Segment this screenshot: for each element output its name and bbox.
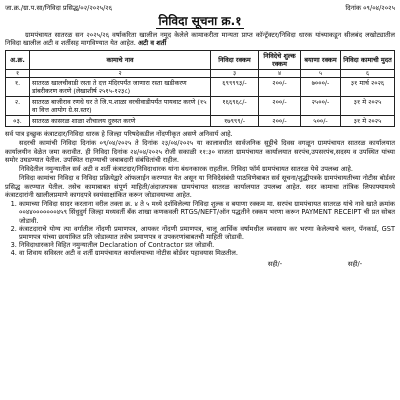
- notice-title: निविदा सूचना क्र.१: [5, 14, 395, 29]
- intro-paragraph: ग्रामपंचायत सातरळ सन २०२५/२६ वर्षाकरिता खालील नमूद केलेले कामाकरीता मान्यता प्राप्त कॉन्ट्रॅक्टर/निविदा धारक यांच्याकडून सीलबंद लखोट्यातील निविदा खालील अटी व शर्तीसह मागविण्यात येत आहेत. अटी व शर्ती: [5, 31, 395, 48]
- col-header-serial: अ.क्र.: [6, 50, 30, 69]
- table-row: १. सातरळ खालचीवाडी रस्ता ते दत्त मंदिरपर्यंत जाणारा रस्ता खडीकरण डांबरीकरण करणे (लेखाशीर्ष २५१५-१२३८) ६९९९९३/- २००/- ७०००/- ३१ मार्च २०२६: [6, 78, 395, 97]
- signature-block: [5, 260, 395, 268]
- submission-paragraph: सदरची कामांची निविदा दिनांक ०९/०४/२०२५ ते दिनांक २३/०४/२०२५ या कालावधीत सार्वजनिक सुट्टीचे दिवस वगळून ग्रामपंचायत सातरळ कार्यालयात कार्यालयीन वेळेत जमा करावीत. ही निविदा दिनांक २४/०४/२०२५ रोजी सकाळी ११:३० वाजता ग्रामपंचायत कार्यालयात सरपंच,उपसरपंच,सदस्य व उपस्थित यांच्या समोर उघडण्यात येतील. उपस्थित राहण्याची जबाबदारी संबंधितांची राहील.: [5, 139, 395, 164]
- signature: सही/-: [347, 259, 363, 268]
- col-header-fee: निविदेचे शुल्क रक्कम: [259, 50, 301, 69]
- works-table: [5, 50, 395, 128]
- table-header-row: [6, 50, 395, 69]
- terms-heading: अटी व शर्ती: [137, 39, 167, 48]
- reference-number: जा.क्र./ग्रा.प.सा/निविदा प्रसिद्ध/०२/२०२५/२६: [5, 4, 113, 12]
- table-row: ०३. सातरळ कासरळ शाळा शौचालय दुरुस्त करणे १७९९९/- २००/- ५००/- ३१ मे २०२५: [6, 116, 395, 127]
- col-header-work-name: कामाचे नाव: [30, 50, 211, 69]
- table-index-row: १ २ ३ ४ ५ ६: [6, 69, 395, 78]
- col-header-deposit: बयाणा रक्कम: [301, 50, 341, 69]
- eligibility-paragraph: सर्व पात्र इच्छुक कंत्राटदार/निविदा धारक हे जिल्हा परिषदेकडील नोंदणीकृत असणे अनिवार्य आहे.: [5, 130, 233, 139]
- list-item: 1. कामाच्या निविदा सादर करताना वरील तक्ता क्र. ४ ते ५ मध्ये दर्शविलेल्या निविदा शुल्क व बयाणा रक्कम मा. सरपंच ग्रामपंचायत सातरळ यांचे नावे खाते क्रमांक ००४४०००००००४५९ सिंधुदुर्ग जिल्हा मध्यवर्ती बँक शाखा कणकवली RTGS/NEFT/ऑन पद्धतीने रक्कम भरणा करून PAYMENT RECEIPT ची प्रत सोबत जोडावी.: [19, 200, 395, 225]
- col-header-period: निविदा कामाची मुदत: [341, 50, 395, 69]
- table-row: २. सातरळ बाजीराव रणधे घर ते जि.प.शाळा वरचीवाडीपर्यंत पायवाट करणे (१५ वा वित्त आयोग ग्रे.स.स्तर) १६६९६८/- २००/- २५००/- ३१ मे २०२५: [6, 97, 395, 116]
- terms-paragraph: निविदेतील नमुन्यातील सर्व अटी व शर्ती कंत्राटदार/निविदाधारक यांना बंधनकारक राहतील. निविदा फॉर्म ग्रामपंचायत सातरळ येथे उपलब्ध आहे.: [19, 165, 353, 174]
- requirements-list: [5, 200, 395, 258]
- list-item: 2. कंत्राटदाराचे योग्य त्या वर्गातील नोंदणी प्रमाणपत्र, आयकर नोंदणी प्रमाणपत्र, चालू आर्थिक वर्षामधील व्यवसाय कर भरणा केलेल्याचे चलन, पॅनकार्ड, GST प्रमाणपत्र यांच्या छायांकित प्रति जोडाव्यात तसेच प्रमाणपत्र व उपकरणांबाबतची माहिती जोडावी.: [19, 225, 395, 241]
- documents-paragraph: निविदा कामांचा निविदा व निविदा प्रक्रियेद्वारे ऑफलाईन करण्यात येत असून या निविदेसंबंधी पाठविणेबाबत सर्व सूचना/शुद्धीपत्रके ग्रामपंचायतीच्या नोटीस बोर्डवर प्रसिद्ध करण्यात येतील. तसेच कामाबाबत संपूर्ण माहिती/अंदाजपत्रक ग्रामपंचायत सातरळ कार्यालयात उपलब्ध आहेत. सदर कामाचा तांत्रिक लिफाफ्यामध्ये कंत्राटदारांनी खालीलप्रमाणे कागदपत्रे स्वयंसाक्षांकित करून जोडावयाच्या आहेत.: [5, 174, 395, 199]
- col-header-amount: निविदा रक्कम: [211, 50, 259, 69]
- list-item: 4. वा शिवाय सविस्तर अटी व शर्ती ग्रामपंचायत कार्यालयाच्या नोटीस बोर्डवर पहावयास मिळतील.: [19, 249, 395, 257]
- signature: सही/-: [267, 259, 283, 268]
- document-header: [5, 4, 395, 12]
- list-item: 3. निविदाधारकाने विहित नमुन्यातील Declaration of Contractor प्रत जोडावी.: [19, 241, 395, 249]
- notice-date: दिनांक ०९/०४/२०२५: [345, 4, 395, 12]
